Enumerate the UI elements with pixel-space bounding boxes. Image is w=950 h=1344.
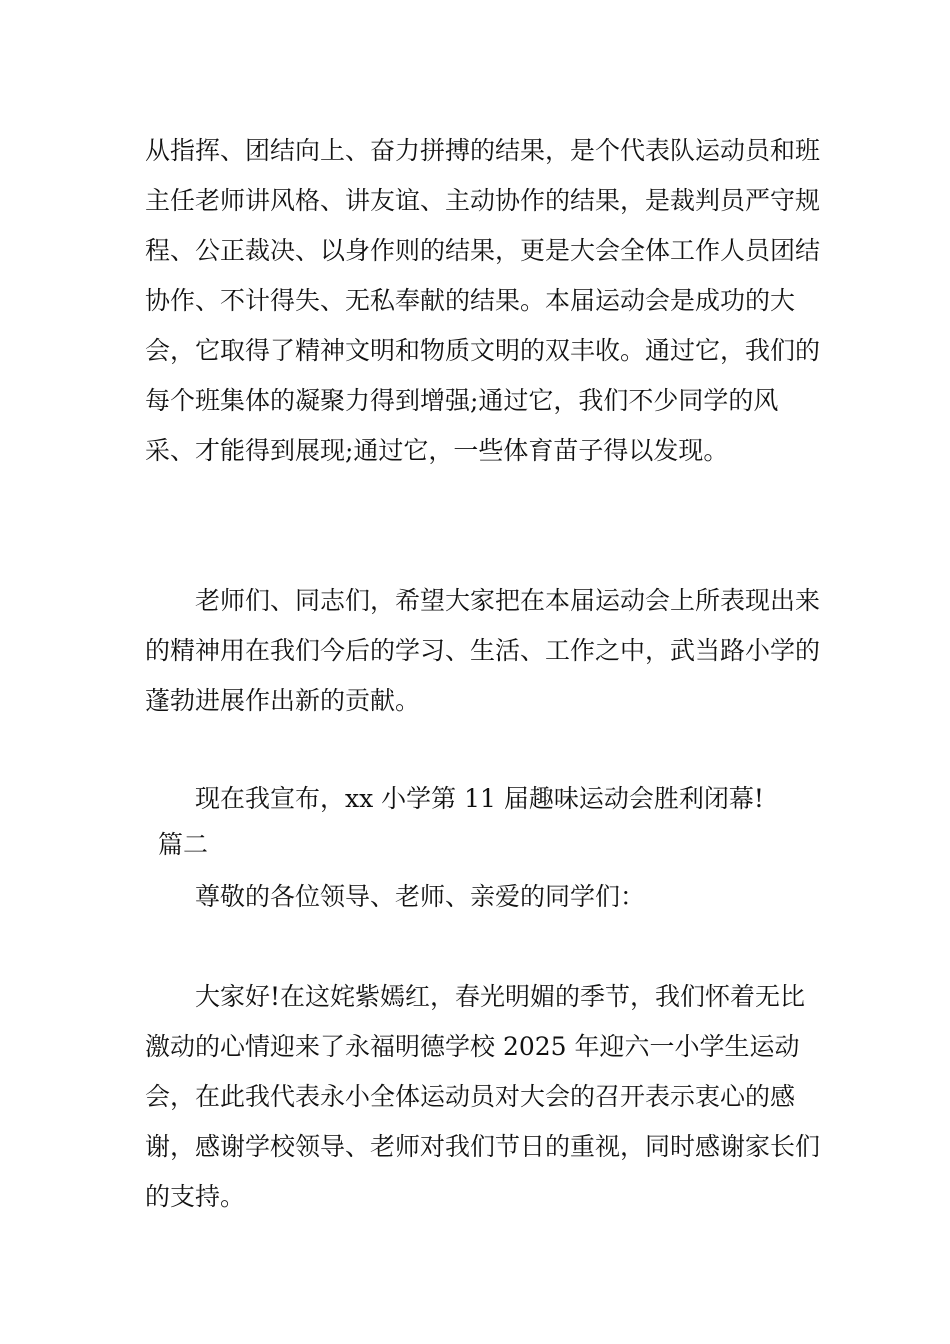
section-heading: 篇二: [158, 830, 209, 859]
paragraph-1: 从指挥、团结向上、奋力拼搏的结果，是个代表队运动员和班主任老师讲风格、讲友谊、主动协作的结果，是裁判员严守规程、公正裁决、以身作则的结果，更是大会全体工作人员团结协作、不计得失、无私奉献的结果。本届运动会是成功的大会，它取得了精神文明和物质文明的双丰收。通过它，我们的每个班集体的凝聚力得到增强;通过它，我们不少同学的风采、才能得到展现;通过它，一些体育苗子得以发现。: [145, 136, 821, 465]
paragraph-2: 老师们、同志们，希望大家把在本届运动会上所表现出来的精神用在我们今后的学习、生活、工作之中，武当路小学的蓬勃进展作出新的贡献。: [145, 586, 821, 715]
paragraph-4: 大家好!在这姹紫嫣红，春光明媚的季节，我们怀着无比激动的心情迎来了永福明德学校 2025 年迎六一小学生运动会，在此我代表永小全体运动员对大会的召开表示衷心的感谢，感谢学校领导、老师对我们节日的重视，同时感谢家长们的支持。: [145, 982, 821, 1211]
salutation: 尊敬的各位领导、老师、亲爱的同学们：: [195, 882, 646, 911]
closing-announcement: 现在我宣布，xx 小学第 11 届趣味运动会胜利闭幕!: [195, 784, 764, 813]
